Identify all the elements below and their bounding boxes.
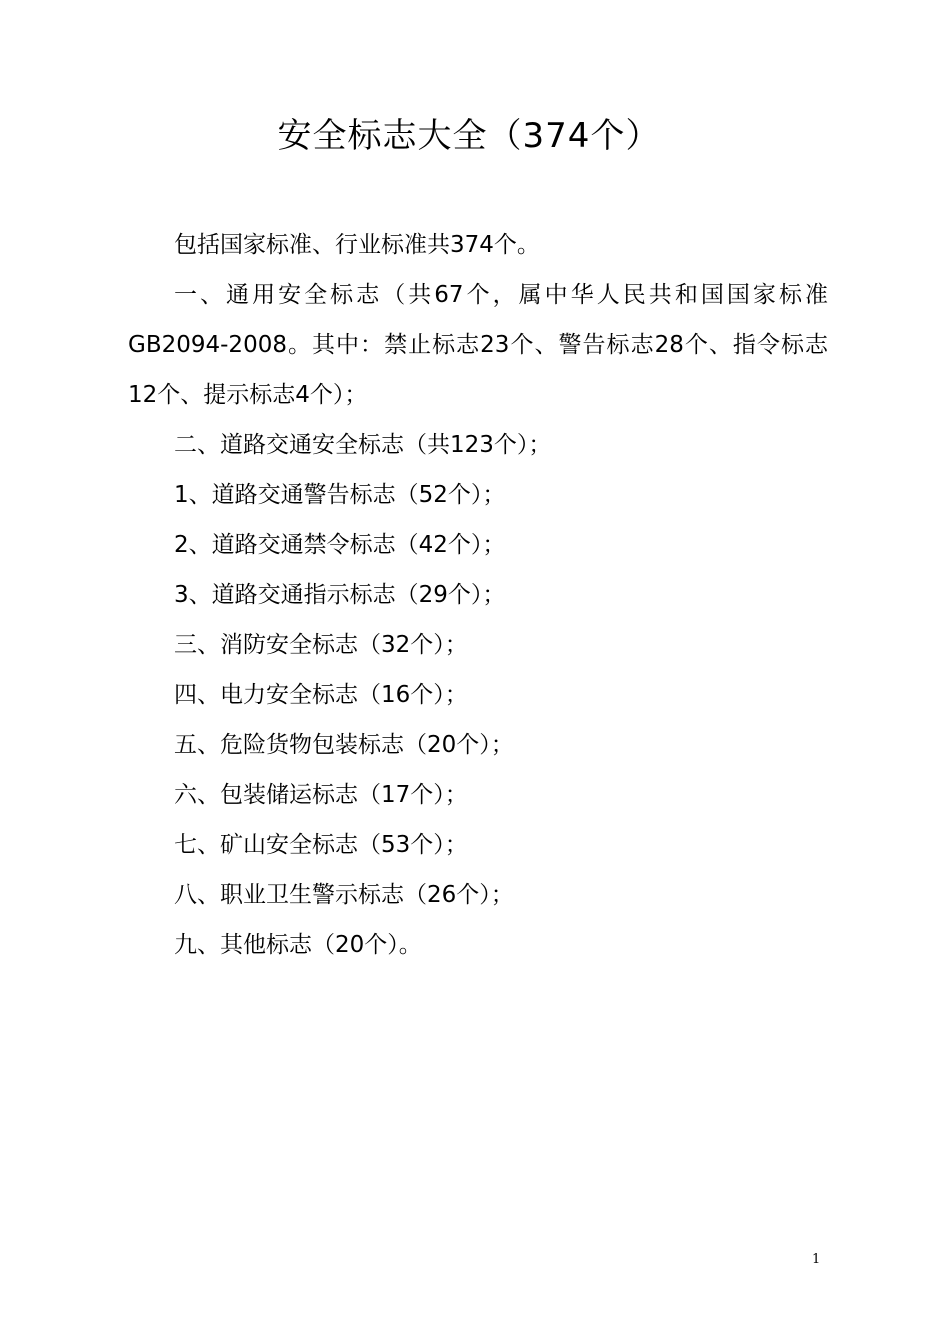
page-number: 1 bbox=[812, 1252, 821, 1267]
paragraph-packaging-storage-signs: 六、包装储运标志（17个）； bbox=[174, 782, 468, 808]
paragraph-road-prohibition-signs: 2、道路交通禁令标志（42个）； bbox=[174, 532, 506, 558]
document-body bbox=[128, 220, 828, 970]
paragraph-mine-safety-signs: 七、矿山安全标志（53个）； bbox=[174, 832, 468, 858]
paragraph-road-instruction-signs: 3、道路交通指示标志（29个）； bbox=[174, 582, 506, 608]
paragraph-occupational-health-signs: 八、职业卫生警示标志（26个）； bbox=[174, 882, 514, 908]
paragraph-road-warning-signs: 1、道路交通警告标志（52个）； bbox=[174, 482, 506, 508]
paragraph-fire-safety-signs: 三、消防安全标志（32个）； bbox=[174, 632, 468, 658]
paragraph-road-traffic-signs: 二、道路交通安全标志（共123个）； bbox=[174, 432, 552, 458]
document-title: 安全标志大全（374个） bbox=[277, 116, 661, 156]
paragraph-other-signs: 九、其他标志（20个）。 bbox=[174, 932, 422, 958]
paragraph-electric-safety-signs: 四、电力安全标志（16个）； bbox=[174, 682, 468, 708]
paragraph-general-safety-signs: 一、通用安全标志（共67个，属中华人民共和国国家标准GB2094-2008。其中：禁止标志23个、警告标志28个、指令标志12个、提示标志4个）； bbox=[128, 282, 828, 408]
paragraph-intro: 包括国家标准、行业标准共374个。 bbox=[174, 232, 540, 258]
paragraph-dangerous-goods-signs: 五、危险货物包装标志（20个）； bbox=[174, 732, 514, 758]
